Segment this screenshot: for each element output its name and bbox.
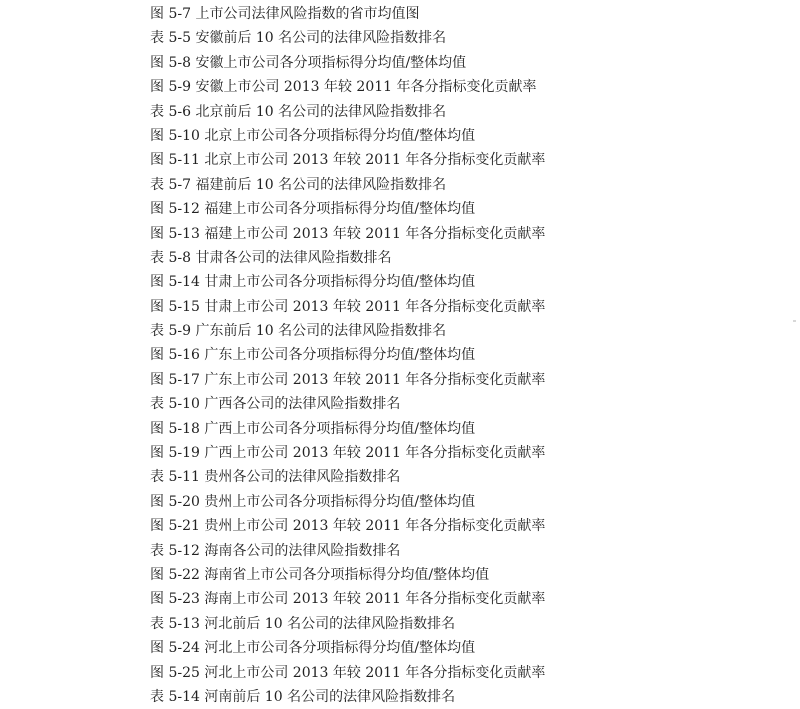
list-item: 图 5-12 福建上市公司各分项指标得分均值/整体均值 — [150, 201, 476, 218]
list-item: 图 5-20 贵州上市公司各分项指标得分均值/整体均值 — [150, 493, 476, 510]
list-item: 图 5-9 安徽上市公司 2013 年较 2011 年各分指标变化贡献率 — [150, 79, 537, 96]
list-item: 图 5-19 广西上市公司 2013 年较 2011 年各分指标变化贡献率 — [150, 445, 546, 462]
list-item: 表 5-10 广西各公司的法律风险指数排名 — [150, 396, 401, 413]
list-item: 图 5-15 甘肃上市公司 2013 年较 2011 年各分指标变化贡献率 — [150, 298, 546, 315]
list-item: 表 5-11 贵州各公司的法律风险指数排名 — [150, 469, 401, 486]
list-item: 图 5-22 海南省上市公司各分项指标得分均值/整体均值 — [150, 566, 490, 583]
list-item: 表 5-13 河北前后 10 名公司的法律风险指数排名 — [150, 615, 456, 632]
list-item: 图 5-13 福建上市公司 2013 年较 2011 年各分指标变化贡献率 — [150, 225, 546, 242]
list-item: 表 5-7 福建前后 10 名公司的法律风险指数排名 — [150, 176, 447, 193]
list-item: 图 5-17 广东上市公司 2013 年较 2011 年各分指标变化贡献率 — [150, 371, 546, 388]
list-item: 表 5-5 安徽前后 10 名公司的法律风险指数排名 — [150, 30, 447, 47]
list-item: 图 5-7 上市公司法律风险指数的省市均值图 — [150, 6, 420, 22]
list-item: 表 5-12 海南各公司的法律风险指数排名 — [150, 542, 401, 559]
list-item: 表 5-14 河南前后 10 名公司的法律风险指数排名 — [150, 688, 456, 705]
list-item: 图 5-14 甘肃上市公司各分项指标得分均值/整体均值 — [150, 274, 476, 291]
list-item: 表 5-9 广东前后 10 名公司的法律风险指数排名 — [150, 323, 447, 340]
list-item: 图 5-23 海南上市公司 2013 年较 2011 年各分指标变化贡献率 — [150, 591, 546, 608]
figure-table-list — [150, 0, 790, 709]
list-item: 图 5-24 河北上市公司各分项指标得分均值/整体均值 — [150, 640, 476, 657]
list-item: 图 5-21 贵州上市公司 2013 年较 2011 年各分指标变化贡献率 — [150, 518, 546, 535]
list-item: 图 5-25 河北上市公司 2013 年较 2011 年各分指标变化贡献率 — [150, 664, 546, 681]
list-item: 图 5-16 广东上市公司各分项指标得分均值/整体均值 — [150, 347, 476, 364]
list-item: 表 5-8 甘肃各公司的法律风险指数排名 — [150, 249, 392, 266]
list-item: 图 5-10 北京上市公司各分项指标得分均值/整体均值 — [150, 127, 476, 144]
page-edge-mark — [793, 320, 796, 322]
list-item: 图 5-18 广西上市公司各分项指标得分均值/整体均值 — [150, 420, 476, 437]
list-item: 图 5-8 安徽上市公司各分项指标得分均值/整体均值 — [150, 54, 467, 71]
list-item: 表 5-6 北京前后 10 名公司的法律风险指数排名 — [150, 103, 447, 120]
list-item: 图 5-11 北京上市公司 2013 年较 2011 年各分指标变化贡献率 — [150, 152, 546, 169]
